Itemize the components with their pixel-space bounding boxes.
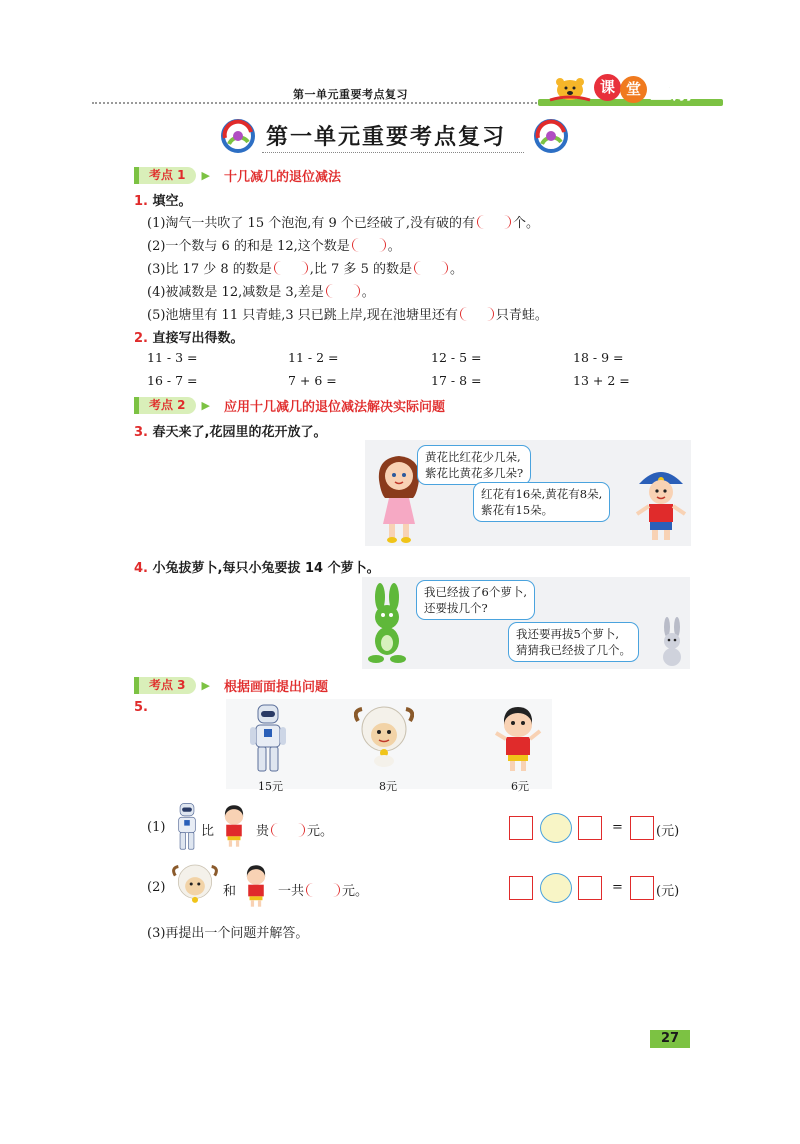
answer-blank[interactable] (414, 261, 448, 275)
line-text: ,比 7 多 5 的数是 (309, 262, 412, 277)
answer-blank[interactable] (477, 215, 511, 229)
answer-blank[interactable] (326, 284, 360, 298)
page-number: 27 (650, 1030, 690, 1048)
fill-line-2 (147, 235, 401, 254)
q5-part2-yigong-line (278, 880, 368, 899)
robot-toy-icon (248, 703, 288, 775)
section-tag-3: 考点 3 (134, 677, 196, 694)
q5-part2-he: 和 (223, 884, 237, 899)
gray-rabbit-icon (656, 617, 688, 667)
line-text: (3)比 17 少 8 的数是 (147, 262, 272, 277)
q5-part3: (3)再提出一个问题并解答。 (147, 926, 309, 941)
section-header-3 (134, 676, 328, 694)
question-number: 2. (134, 331, 148, 346)
answer-blank[interactable] (460, 307, 494, 321)
title-underline (262, 152, 524, 153)
equals-sign: = (612, 880, 623, 895)
question-text: 直接写出得数。 (152, 331, 244, 346)
brand-text: 全解 (650, 79, 697, 104)
fill-line-5 (147, 304, 548, 323)
section-title-3: 根据画面提出问题 (224, 679, 329, 695)
speech-bubble-boy: 红花有16朵,黄花有8朵, 紫花有15朵。 (473, 482, 610, 522)
question-number: 5. (134, 700, 148, 715)
calc-item: 13 + 2 = (573, 373, 630, 388)
flower-scene (365, 440, 691, 546)
sheep-toy-icon (354, 703, 414, 769)
question-3-title (134, 421, 326, 440)
rabbit-scene (362, 577, 690, 669)
answer-box[interactable] (578, 876, 602, 900)
q5-part1-gui-line (256, 820, 333, 839)
arrow-icon: ▶ (201, 168, 210, 182)
section-tag-1: 考点 1 (134, 167, 196, 184)
header-title: 第一单元重要考点复习 (293, 88, 408, 101)
fill-line-4 (147, 281, 375, 300)
fill-line-1 (147, 212, 539, 231)
section-header-1 (134, 166, 341, 184)
question-text: 春天来了,花园里的花开放了。 (152, 425, 327, 440)
question-number: 3. (134, 425, 148, 440)
q5-part1-bi: 比 (201, 824, 215, 839)
speech-bubble-green-rabbit: 我已经拔了6个萝卜, 还要拔几个? (416, 580, 535, 620)
swirl-decoration-right-icon (533, 118, 569, 154)
line-text: 元。 (307, 824, 334, 839)
question-text: 小兔拔萝卜,每只小兔要拔 14 个萝卜。 (152, 561, 380, 576)
question-number: 1. (134, 194, 148, 209)
calc-item: 11 - 2 = (288, 350, 339, 365)
speech-bubble-gray-rabbit: 我还要再拔5个萝卜, 猜猜我已经拔了几个。 (508, 622, 639, 662)
line-text: (2)一个数与 6 的和是 12,这个数是 (147, 239, 350, 254)
price-label-sheep: 8元 (379, 780, 397, 793)
fill-line-3 (147, 258, 463, 277)
price-label-robot: 15元 (258, 780, 283, 793)
question-text: 填空。 (152, 194, 192, 209)
green-rabbit-icon (362, 583, 412, 667)
speech-bubble-girl: 黄花比红花少几朵, 紫花比黄花多几朵? (417, 445, 531, 485)
section-header-2 (134, 396, 445, 414)
page-title: 第一单元重要考点复习 (266, 125, 507, 150)
line-text: (1)淘气一共吹了 15 个泡泡,有 9 个已经破了,没有破的有 (147, 216, 476, 231)
question-number: 4. (134, 561, 148, 576)
unit-yuan: (元) (656, 884, 680, 899)
equals-sign: = (612, 820, 623, 835)
swirl-decoration-left-icon (220, 118, 256, 154)
calc-item: 16 - 7 = (147, 373, 198, 388)
brand-logo (538, 74, 723, 108)
page-header (0, 0, 800, 110)
line-text: 贵 (256, 824, 270, 839)
q5-part1-label: (1) (147, 820, 166, 835)
answer-blank[interactable] (274, 261, 308, 275)
boy-small-icon (238, 864, 274, 908)
answer-blank[interactable] (271, 823, 305, 837)
answer-blank[interactable] (306, 883, 340, 897)
calc-item: 18 - 9 = (573, 350, 624, 365)
answer-box[interactable] (509, 816, 533, 840)
q5-part2-label: (2) (147, 880, 166, 895)
answer-box[interactable] (630, 816, 654, 840)
line-text: 元。 (342, 884, 369, 899)
toys-scene (226, 699, 552, 793)
boy-small-icon (216, 804, 252, 848)
operator-circle[interactable] (540, 873, 572, 903)
arrow-icon: ▶ (201, 678, 210, 692)
brand-char-2: 堂 (620, 76, 647, 103)
question-2-title (134, 327, 244, 346)
operator-circle[interactable] (540, 813, 572, 843)
calc-item: 7 + 6 = (288, 373, 337, 388)
sheep-small-icon (172, 862, 218, 912)
section-title-2: 应用十几减几的退位减法解决实际问题 (224, 399, 446, 415)
calc-item: 12 - 5 = (431, 350, 482, 365)
answer-box[interactable] (630, 876, 654, 900)
line-text: 个。 (513, 216, 540, 231)
price-label-boy: 6元 (511, 780, 529, 793)
question-5-title (134, 700, 148, 715)
answer-box[interactable] (509, 876, 533, 900)
section-tag-2: 考点 2 (134, 397, 196, 414)
answer-blank[interactable] (352, 238, 386, 252)
robot-small-icon (172, 802, 202, 852)
calc-item: 17 - 8 = (431, 373, 482, 388)
line-text: 只青蛙。 (495, 308, 548, 323)
question-1-title (134, 190, 192, 209)
section-title-1: 十几减几的退位减法 (224, 169, 342, 185)
calc-item: 11 - 3 = (147, 350, 198, 365)
answer-box[interactable] (578, 816, 602, 840)
line-text: 一共 (278, 884, 305, 899)
line-text: 。 (361, 285, 375, 300)
line-text: 。 (387, 239, 401, 254)
boy-character-icon (633, 464, 689, 544)
header-dotted-rule (92, 102, 572, 104)
boy-toy-icon (492, 705, 544, 773)
question-4-title (134, 557, 380, 576)
unit-yuan: (元) (656, 824, 680, 839)
bear-mascot-icon (548, 76, 592, 102)
brand-char-1: 课 (594, 74, 621, 101)
line-text: 。 (449, 262, 463, 277)
line-text: (5)池塘里有 11 只青蛙,3 只已跳上岸,现在池塘里还有 (147, 308, 458, 323)
line-text: (4)被减数是 12,减数是 3,差是 (147, 285, 324, 300)
arrow-icon: ▶ (201, 398, 210, 412)
